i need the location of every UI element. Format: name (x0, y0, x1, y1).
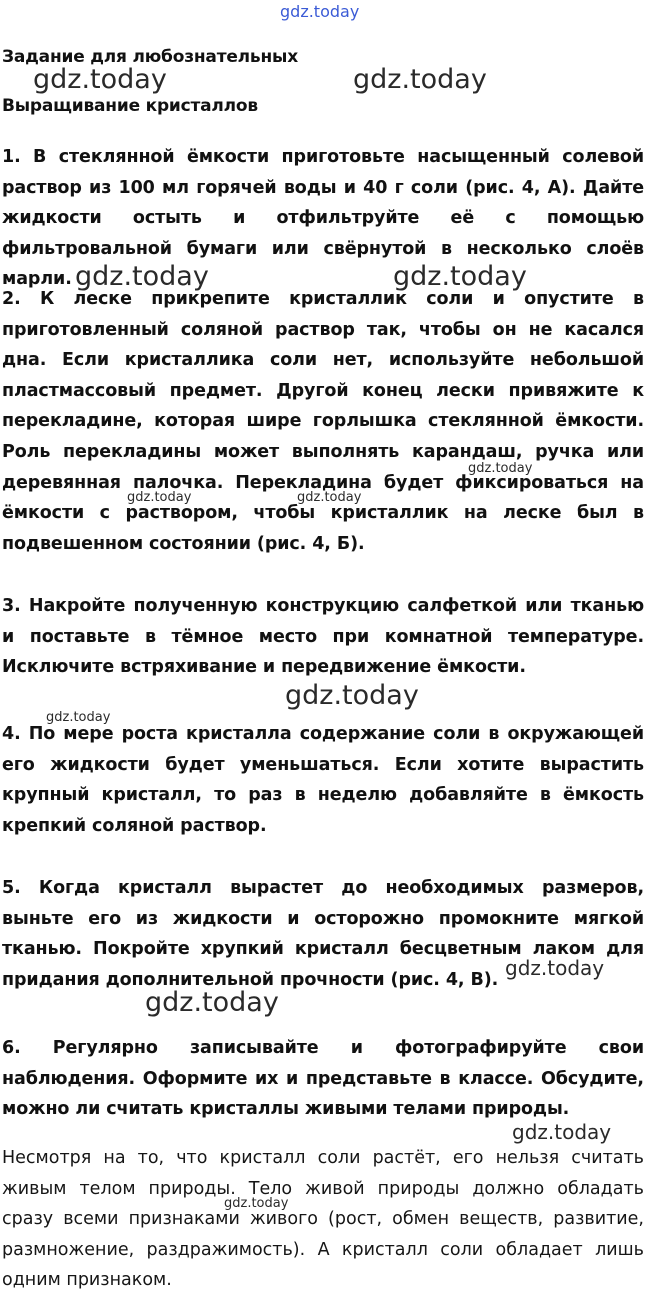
step-5: 5. Когда кристалл вырастет до необходимых размеров, выньте его из жидкости и осторожно промокните мягкой тканью. Покройте хрупкий кристалл бесцветным лаком для придания дополнительной прочности (рис. 4, В). (2, 878, 644, 990)
watermark: gdz.today (145, 987, 279, 1018)
watermark: gdz.today (224, 1196, 289, 1211)
step-4: 4. По мере роста кристалла содержание соли в окружающей его жидкости будет уменьшаться. Если хотите вырастить крупный кристалл, то раз в неделю добавляйте в ёмкость крепкий соляной раствор. (2, 724, 644, 836)
watermark-top: gdz.today (280, 2, 360, 21)
watermark: gdz.today (285, 680, 419, 711)
watermark: gdz.today (297, 490, 362, 505)
section-heading: Задание для любознательных (2, 47, 298, 67)
answer-text: Несмотря на то, что кристалл соли растёт, его нельзя считать живым телом природы. Тело живой природы должно обладать сразу всеми признаками живого (рост, обмен веществ, развитие, размножение, раздражимость). А кристалл соли обладает лишь одним признаком. (2, 1148, 644, 1290)
step-6: 6. Регулярно записывайте и фотографируйте свои наблюдения. Оформите их и представьте в классе. Обсудите, можно ли считать кристаллы живыми телами природы. (2, 1038, 644, 1120)
watermark: gdz.today (75, 261, 209, 292)
watermark: gdz.today (33, 64, 167, 95)
watermark: gdz.today (46, 710, 111, 725)
watermark: gdz.today (127, 490, 192, 505)
watermark: gdz.today (393, 261, 527, 292)
watermark: gdz.today (353, 64, 487, 95)
watermark: gdz.today (468, 461, 533, 476)
step-2: 2. К леске прикрепите кристаллик соли и опустите в приготовленный соляной раствор так, чтобы он не касался дна. Если кристаллика соли нет, используйте небольшой пластмассовый предмет. Другой конец лески привяжите к перекладине, которая шире горлышка стеклянной ёмкости. Роль перекладины может выполнять карандаш, ручка или деревянная палочка. Перекладина будет фиксироваться на ёмкости с раствором, чтобы кристаллик на леске был в подвешенном состоянии (рис. 4, Б). (2, 289, 644, 554)
watermark: gdz.today (505, 956, 605, 980)
task-title: Выращивание кристаллов (2, 96, 258, 116)
watermark: gdz.today (512, 1120, 612, 1144)
step-3: 3. Накройте полученную конструкцию салфеткой или тканью и поставьте в тёмное место при комнатной температуре. Исключите встряхивание и передвижение ёмкости. (2, 596, 644, 678)
step-1: 1. В стеклянной ёмкости приготовьте насыщенный солевой раствор из 100 мл горячей воды и 40 г соли (рис. 4, А). Дайте жидкости остыть и отфильтруйте её с помощью фильтровальной бумаги или свёрнутой в несколько слоёв марли. (2, 147, 644, 290)
